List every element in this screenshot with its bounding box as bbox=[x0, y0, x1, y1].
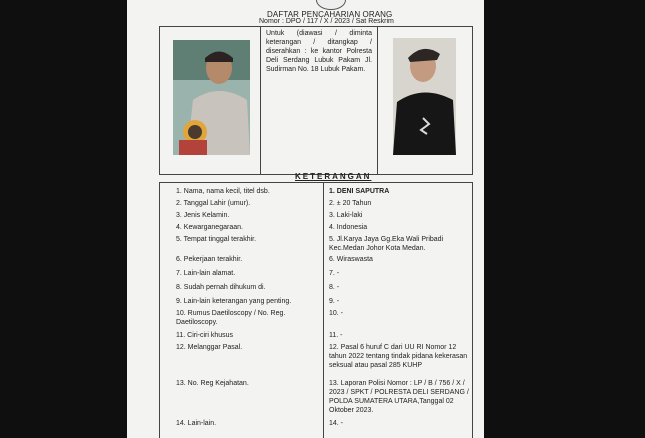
photo-section bbox=[159, 26, 473, 175]
section-heading: KETERANGAN bbox=[295, 172, 372, 181]
document-page bbox=[127, 0, 484, 438]
police-crest-logo bbox=[316, 0, 346, 10]
document-title: DAFTAR PENCAHARIAN ORANG bbox=[267, 10, 393, 19]
instruction-text: Untuk (diawasi / diminta keterangan / ditangkap / diserahkan : ke kantor Polresta Deli Serdang Lubuk Pakam Jl. Sudirman No. 18 Lubuk Pakam. bbox=[266, 30, 372, 73]
keterangan-table: 1. Nama, nama kecil, titel dsb. 1. DENI SAPUTRA 2. Tanggal Lahir (umur). 2. ± 20 Tahun 3. Jenis Kelamin. 3. Laki-laki 4. Kewarganegaraan. 4. Indonesia 5. Tempat tinggal terakhir. 5. Jl.Karya Jaya Gg.Eka Wali Pribadi Kec.Medan Johor Kota Medan. 6. Pekerjaan terakhir. 6. Wiraswasta 7. Lain-lain alamat. 7. - 8. Sudah pernah dihukum di. 8. - 9. Lain-lain keterangan yang penting. 9. - 10. Rumus Daetiloscopy / No. Reg. Daetiloscopy. 10. - 11. Ciri-ciri khusus 11. - 12. Melanggar Pasal. 12. Pasal 6 huruf C dari UU RI Nomor 12 tahun 2022 tentang tindak pidana kekerasan seksual atau pasal 285 KUHP 13. No. Reg Kejahatan. 13. Laporan Polisi Nomor : LP / B / 756 / X / 2023 / SPKT / POLRESTA DELI SERDANG / POLDA SUMATERA UTARA,Tanggal 02 Oktober 2023. 14. Lain-lain. 14. - bbox=[159, 182, 473, 438]
suspect-photo-2 bbox=[393, 38, 456, 155]
suspect-photo-1 bbox=[173, 40, 250, 155]
document-number: Nomor : DPO / 117 / X / 2023 / Sat Reskrim bbox=[259, 18, 394, 25]
